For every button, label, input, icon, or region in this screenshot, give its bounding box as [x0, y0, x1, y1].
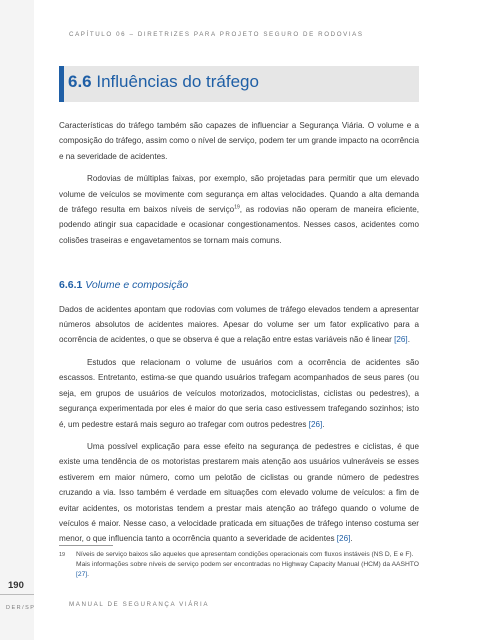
body-paragraph-2-text: Estudos que relacionam o volume de usuários com a ocorrência de acidentes são escassos. Entretanto, estima-se que quando usuários trafegam acompanhados de seus pares (ou seja, em grupos de usuários de veículos motorizados, motociclistas, ciclistas ou pedestres), a segurança experimentada por eles é maior do que seria caso estivessem trafegando sozinhos; isto é, um pedestre estará mais seguro ao trafegar com outros pedestres [59, 357, 419, 429]
citation-link[interactable]: [27] [76, 571, 88, 578]
intro-paragraph-2-text-a: Rodovias de múltiplas faixas, por exemplo, são projetadas para permitir que um elevado volume de veículos se movimente com segurança em altas velocidades. Quando a alta demanda de tráfego resulta em baixos níveis de serviço [59, 174, 419, 215]
body-paragraph-2 [59, 355, 419, 432]
section-title-accent [59, 66, 64, 102]
body-paragraph-3-text: Uma possível explicação para esse efeito na segurança de pedestres e ciclistas, é que existe uma tendência de os motoristas prestarem mais atenção aos usuários vulneráveis se esses estiverem em maior número, como um pelotão de ciclistas ou grande número de pedestres cruzando a via. Isso também é verdade em situações com elevado volume de veículos: a fim de evitar acidentes, os motoristas tendem a prestar mais atenção ao tráfego quando o volume de veículos é maior. Nesse caso, a velocidade praticada em situações de tráfego intenso costuma ser menor, o que influencia tanto a ocorrência quanto a severidade de acidentes [59, 441, 419, 544]
intro-paragraph-1: Características do tráfego também são capazes de influenciar a Segurança Viária. O volume e a composição do tráfego, assim como o nível de serviço, podem ter um grande impacto na ocorrência e na severidade de acidentes. [59, 121, 419, 161]
page-number: 190 [8, 580, 24, 591]
citation-link[interactable]: [26] [336, 534, 351, 544]
organization-label: DER/SP [6, 605, 36, 611]
body-paragraph-1-text: Dados de acidentes apontam que rodovias com volumes de tráfego elevados tendem a apresentar números absolutos de acidentes maiores. Apesar do volume ser um fator explicativo para a ocorrência de acidentes, o que se observa é que a relação entre estas variáveis não é linear [59, 304, 419, 345]
footnote-text [76, 550, 419, 580]
body-paragraph-1 [59, 302, 419, 348]
body-paragraph-3 [59, 439, 419, 547]
intro-paragraph-2 [59, 171, 419, 248]
page-margin-band [0, 0, 34, 640]
footnote-divider [59, 545, 113, 546]
citation-link[interactable]: [26] [394, 335, 408, 345]
footnote-text-end: . [87, 571, 90, 578]
citation-link[interactable]: [26] [308, 419, 323, 429]
body-paragraph-1-end: . [407, 335, 410, 345]
section-number: 6.6 [68, 72, 92, 91]
footnote-text-body: Níveis de serviço baixos são aqueles que apresentam condições operacionais com fluxos instáveis (NS D, E e F). Mais informações sobre níveis de serviço podem ser encontradas no Highway Capacity Manual (HCM) da AASHTO [76, 551, 419, 568]
section-title [68, 72, 259, 92]
body-paragraph-3-end: . [350, 534, 353, 544]
main-content [59, 118, 419, 554]
running-header: CAPÍTULO 06 – DIRETRIZES PARA PROJETO SEGURO DE RODOVIAS [69, 31, 364, 38]
intro-paragraph-2-text-b: , as rodovias não operam de maneira eficiente, podendo atingir sua capacidade e ocasionar congestionamentos. Nesses casos, acidentes como colisões traseiras e engavetamentos se tornam mais comuns. [59, 205, 420, 245]
subsection-heading [59, 278, 419, 293]
section-title-text: Influências do tráfego [96, 72, 259, 91]
page-number-divider [0, 594, 34, 595]
body-paragraph-2-end: . [322, 419, 325, 429]
subsection-number: 6.6.1 [59, 279, 83, 292]
running-footer: MANUAL DE SEGURANÇA VIÁRIA [69, 601, 210, 608]
footnote-reference: 19 [234, 204, 240, 211]
footnote [59, 550, 419, 580]
footnote-number: 19 [59, 552, 66, 558]
subsection-title: Volume e composição [85, 279, 189, 292]
